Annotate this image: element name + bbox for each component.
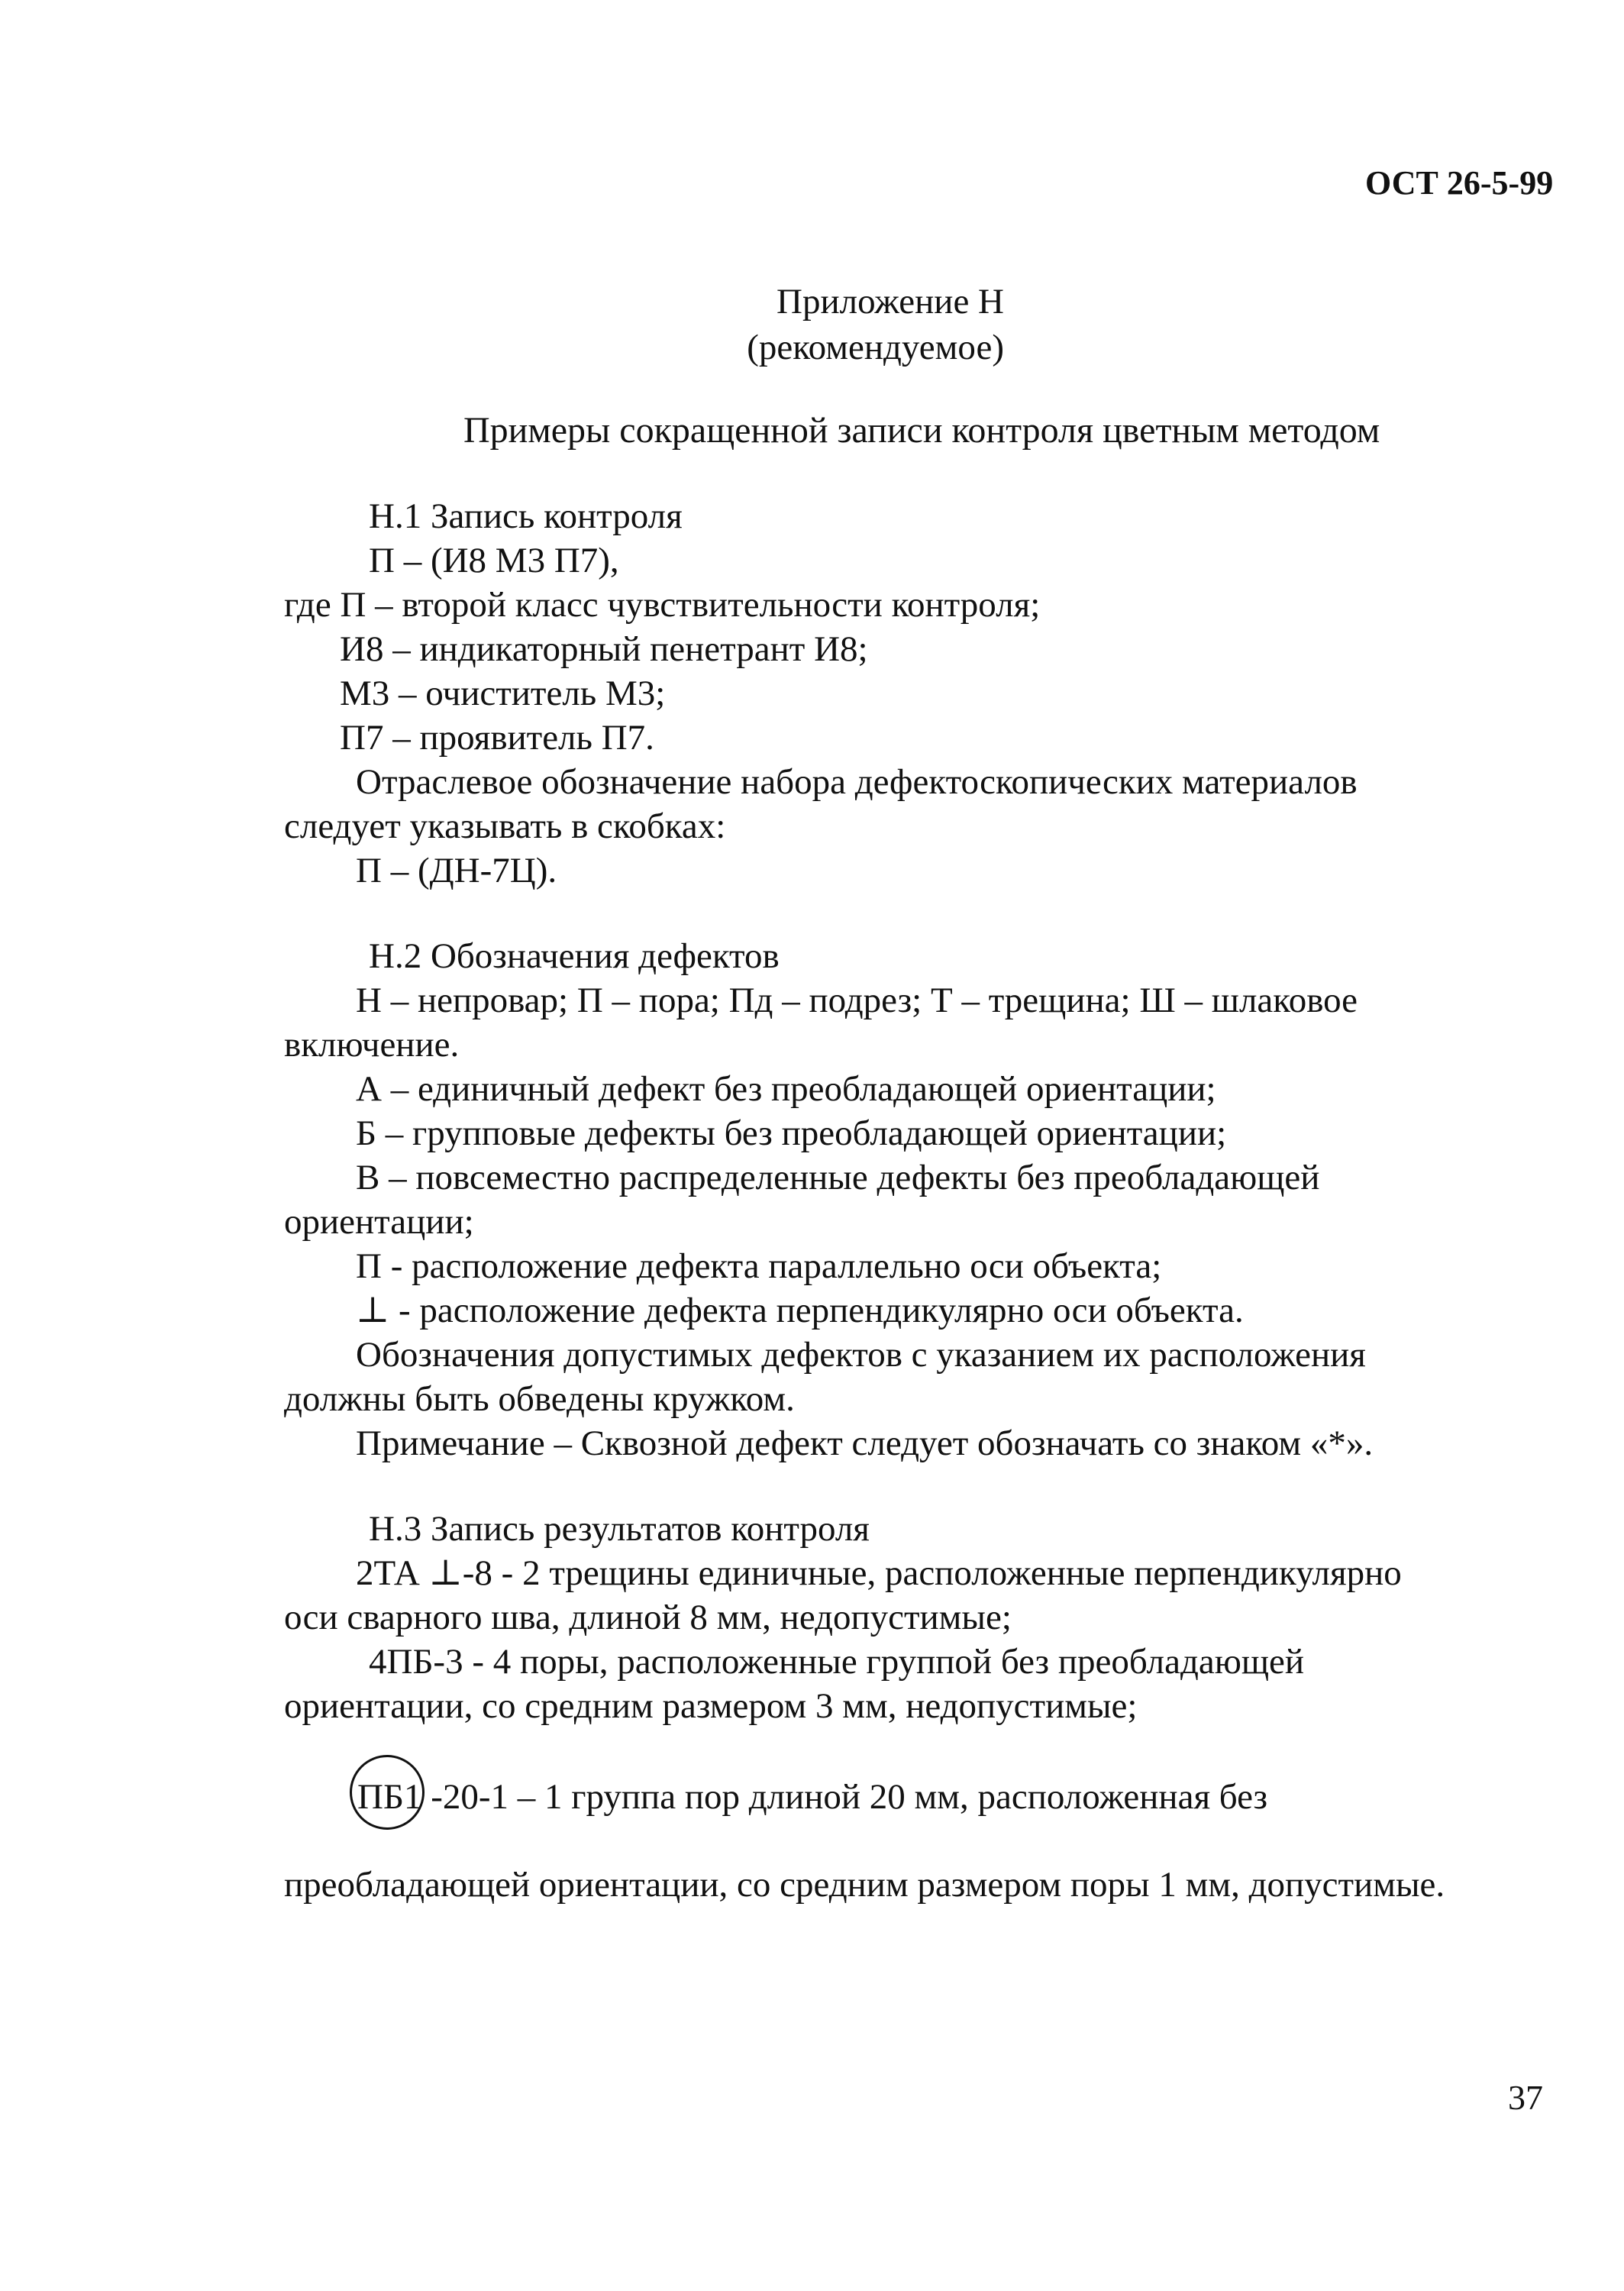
defect-line: П - расположение дефекта параллельно оси объекта;: [356, 1246, 1162, 1286]
result-line: оси сварного шва, длиной 8 мм, недопустимые;: [284, 1598, 1012, 1637]
defect-line: должны быть обведены кружком.: [284, 1379, 795, 1419]
defect-line: включение.: [284, 1025, 460, 1065]
defect-line: ⊥ - расположение дефекта перпендикулярно оси объекта.: [356, 1291, 1244, 1330]
result-line: 4ПБ-3 - 4 поры, расположенные группой без преобладающей: [369, 1642, 1305, 1682]
section-2-note: Примечание – Сквозной дефект следует обозначать со знаком «*».: [356, 1423, 1374, 1463]
where-line: где П – второй класс чувствительности контроля;: [284, 585, 1041, 625]
where-line: П7 – проявитель П7.: [340, 718, 654, 758]
appendix-title: Приложение Н: [776, 282, 1004, 322]
circled-result-line: [357, 1779, 1267, 1815]
section-1-heading: Н.1 Запись контроля: [369, 496, 683, 536]
where-line: И8 – индикаторный пенетрант И8;: [340, 629, 868, 669]
defect-line: Н – непровар; П – пора; Пд – подрез; Т – трещина; Ш – шлаковое: [356, 981, 1358, 1020]
defect-line: А – единичный дефект без преобладающей ориентации;: [356, 1069, 1216, 1109]
section-2-heading: Н.2 Обозначения дефектов: [369, 936, 780, 976]
result-final-line: преобладающей ориентации, со средним размером поры 1 мм, допустимые.: [284, 1865, 1445, 1905]
defect-line: Обозначения допустимых дефектов с указанием их расположения: [356, 1335, 1366, 1375]
circled-result-description: -20-1 – 1 группа пор длиной 20 мм, расположенная без: [421, 1777, 1268, 1817]
section-1-formula: П – (И8 М3 П7),: [369, 541, 619, 580]
defect-line: В – повсеместно распределенные дефекты без преобладающей: [356, 1158, 1320, 1197]
note-line: Отраслевое обозначение набора дефектоскопических материалов: [356, 762, 1358, 802]
defect-line: ориентации;: [284, 1202, 474, 1242]
page-number: 37: [1508, 2078, 1543, 2117]
defect-line: Б – групповые дефекты без преобладающей ориентации;: [356, 1113, 1227, 1153]
document-code: ОСТ 26-5-99: [1365, 164, 1554, 202]
section-3-heading: Н.3 Запись результатов контроля: [369, 1509, 870, 1549]
circled-defect-code: ПБ1: [357, 1779, 421, 1815]
note-line: следует указывать в скобках:: [284, 806, 726, 846]
result-line: ориентации, со средним размером 3 мм, недопустимые;: [284, 1686, 1138, 1726]
where-line: М3 – очиститель М3;: [340, 674, 666, 713]
section-1-example: П – (ДН-7Ц).: [356, 851, 557, 890]
result-line: 2ТА ⊥-8 - 2 трещины единичные, расположенные перпендикулярно: [356, 1553, 1402, 1593]
appendix-heading: Примеры сокращенной записи контроля цветным методом: [463, 410, 1380, 451]
circle-mark: [350, 1755, 425, 1830]
appendix-subtitle: (рекомендуемое): [747, 328, 1004, 367]
